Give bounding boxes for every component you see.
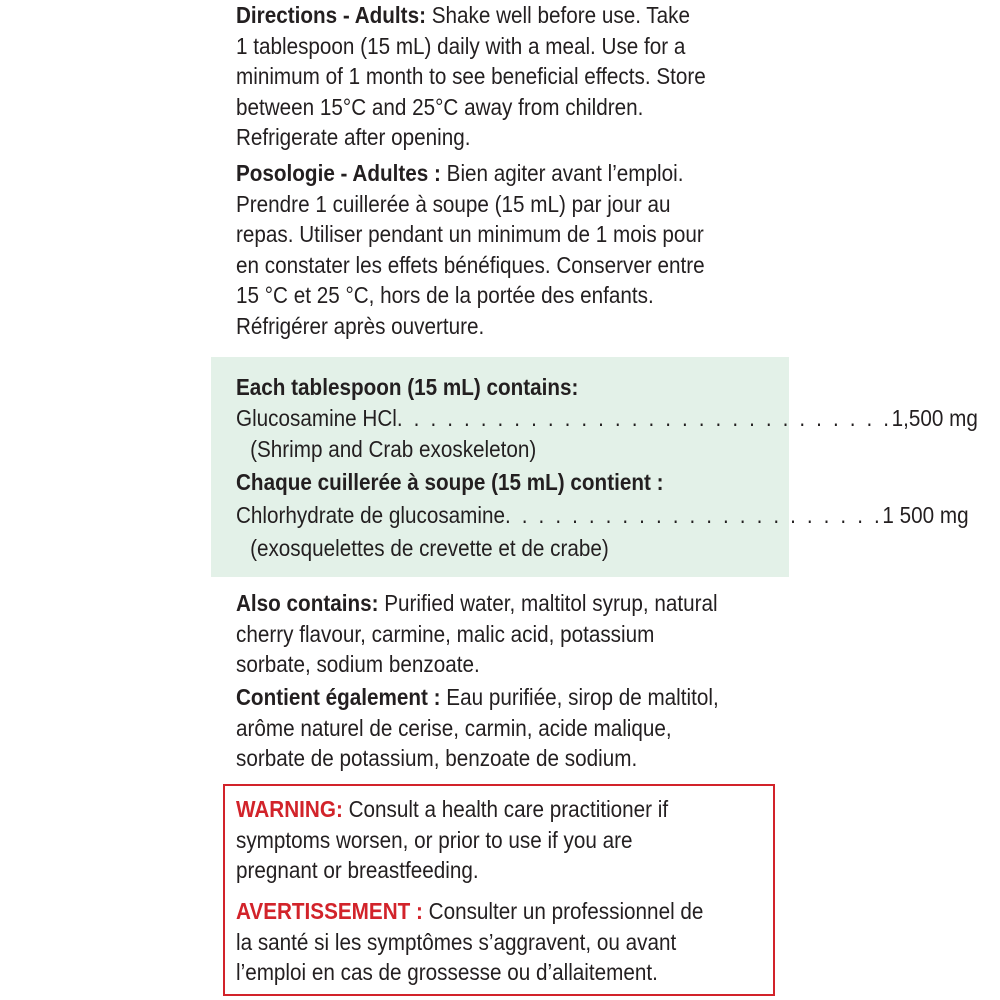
warning-fr [236, 896, 703, 988]
directions-fr-line: 15 °C et 25 °C, hors de la portée des enfants. [236, 282, 654, 308]
warning-en [236, 794, 668, 886]
warning-en-heading: WARNING: [236, 796, 343, 822]
directions-fr-heading: Posologie - Adultes : [236, 160, 441, 186]
contents-fr-heading-text: Chaque cuillerée à soupe (15 mL) contient : [236, 469, 664, 495]
directions-en-line: Shake well before use. Take [425, 2, 690, 28]
also-contains-fr [236, 682, 719, 774]
directions-fr [236, 158, 705, 341]
also-contains-en-line: sorbate, sodium benzoate. [236, 651, 480, 677]
ingredient-amount-en: 1,500 mg [891, 405, 978, 431]
warning-fr-line: l’emploi en cas de grossesse ou d’allaitement. [236, 959, 658, 985]
warning-en-line: pregnant or breastfeeding. [236, 857, 479, 883]
ingredient-amount-fr: 1 500 mg [882, 502, 969, 528]
also-contains-en-line: cherry flavour, carmine, malic acid, potassium [236, 620, 655, 647]
contents-fr-heading [236, 467, 768, 498]
ingredient-name-fr: Chlorhydrate de glucosamine [236, 502, 506, 528]
also-contains-en-line: Purified water, maltitol syrup, natural [378, 590, 718, 616]
ingredient-source-fr [236, 533, 782, 564]
warning-en-line: Consult a health care practitioner if [342, 796, 669, 822]
warning-fr-line: Consulter un professionnel de [422, 898, 704, 924]
directions-fr-line: en constater les effets bénéfiques. Conserver entre [236, 251, 705, 278]
also-contains-fr-line: arôme naturel de cerise, carmin, acide malique, [236, 714, 672, 741]
warning-fr-line: la santé si les symptômes s’aggravent, ou avant [236, 928, 677, 955]
warning-fr-heading: AVERTISSEMENT : [236, 898, 423, 924]
leader-dots: . . . . . . . . . . . . . . . . . . . . . . . [505, 502, 883, 528]
ingredient-row-fr [236, 500, 969, 531]
directions-en [236, 0, 706, 153]
directions-fr-line: Bien agiter avant l’emploi. [440, 160, 684, 186]
directions-en-line: 1 tablespoon (15 mL) daily with a meal. Use for a [236, 32, 686, 59]
also-contains-fr-line: sorbate de potassium, benzoate de sodium. [236, 745, 638, 771]
ingredient-source-en-text: (Shrimp and Crab exoskeleton) [250, 436, 537, 462]
ingredient-source-en [236, 434, 782, 465]
directions-en-line: minimum of 1 month to see beneficial effects. Store [236, 63, 706, 89]
also-contains-en-heading: Also contains: [236, 590, 379, 616]
also-contains-en [236, 588, 718, 680]
also-contains-fr-line: Eau purifiée, sirop de maltitol, [440, 684, 719, 710]
directions-fr-line: Prendre 1 cuillerée à soupe (15 mL) par jour au [236, 190, 671, 217]
directions-en-line: Refrigerate after opening. [236, 124, 471, 150]
warning-en-line: symptoms worsen, or prior to use if you are [236, 826, 633, 853]
also-contains-fr-heading: Contient également : [236, 684, 441, 710]
ingredient-row-en [236, 403, 978, 434]
directions-fr-line: repas. Utiliser pendant un minimum de 1 mois pour [236, 221, 704, 247]
directions-en-line: between 15°C and 25°C away from children. [236, 93, 644, 120]
directions-fr-line: Réfrigérer après ouverture. [236, 312, 485, 339]
ingredient-name-en: Glucosamine HCl [236, 405, 397, 431]
leader-dots: . . . . . . . . . . . . . . . . . . . . . . . . . . . . . . [396, 405, 892, 431]
directions-en-heading: Directions - Adults: [236, 2, 426, 28]
contents-en-heading [236, 372, 768, 403]
ingredient-source-fr-text: (exosquelettes de crevette et de crabe) [250, 535, 609, 561]
contents-en-heading-text: Each tablespoon (15 mL) contains: [236, 374, 579, 400]
